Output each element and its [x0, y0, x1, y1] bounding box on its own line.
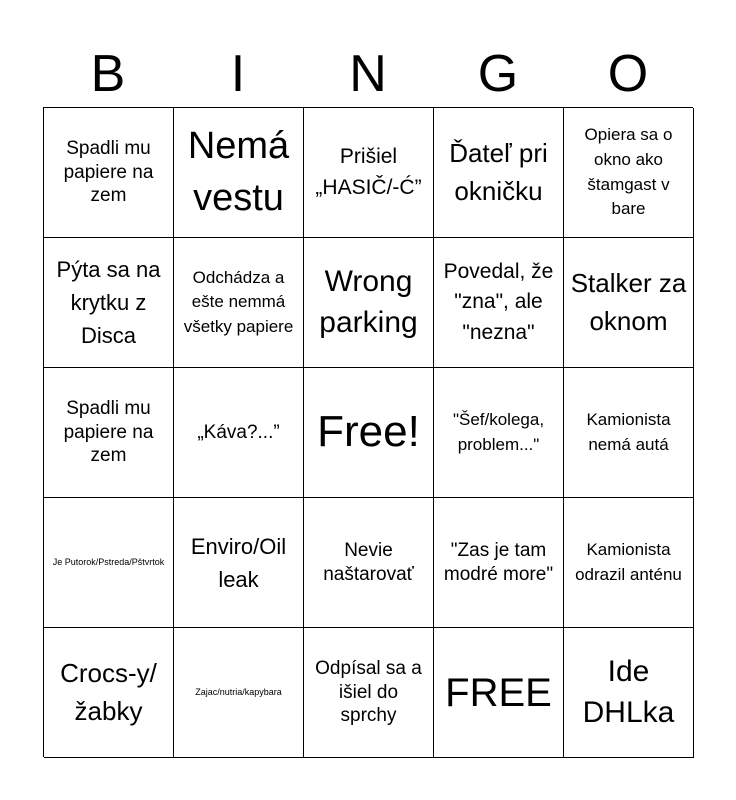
bingo-cell[interactable] [44, 628, 174, 758]
cell-text: Spadli mu papiere na zem [63, 397, 154, 467]
free-space-text: FREE [445, 670, 552, 715]
bingo-board [43, 107, 693, 757]
cell-text: Opiera sa o okno ako štamgast v bare [584, 125, 673, 219]
header-letter-i: I [230, 45, 246, 103]
bingo-cell[interactable] [174, 628, 304, 758]
cell-text: Prišiel „HASIČ/-Ć” [315, 145, 422, 199]
bingo-cell[interactable] [564, 238, 694, 368]
free-space[interactable] [434, 628, 564, 758]
cell-text: Nemá vestu [187, 125, 290, 219]
cell-text: "Šef/kolega, problem..." [452, 409, 545, 454]
bingo-cell[interactable] [564, 108, 694, 238]
cell-text: Kamionista nemá autá [586, 409, 671, 454]
header-letter-b: B [90, 45, 126, 103]
cell-text: Pýta sa na krytku z Disca [56, 257, 161, 348]
bingo-cell[interactable] [564, 628, 694, 758]
cell-text: Enviro/Oil leak [190, 533, 287, 592]
cell-text: Je Putorok/Pstreda/Pštvrtok [52, 557, 165, 568]
cell-text: Nevie naštarovať [323, 539, 414, 585]
cell-text: Kamionista odrazil anténu [575, 539, 682, 584]
cell-text: Ide DHLka [582, 655, 675, 729]
bingo-cell[interactable] [304, 498, 434, 628]
bingo-cell[interactable] [304, 628, 434, 758]
header-letter-n: N [349, 45, 387, 103]
bingo-cell[interactable] [174, 368, 304, 498]
bingo-cell[interactable] [434, 238, 564, 368]
cell-text: Ďateľ pri okničku [449, 137, 548, 206]
cell-text: "Zas je tam modré more" [443, 539, 554, 585]
bingo-cell[interactable] [44, 238, 174, 368]
cell-text: Odpísal sa a išiel do sprchy [315, 657, 422, 727]
bingo-cell[interactable] [564, 498, 694, 628]
bingo-cell[interactable] [434, 498, 564, 628]
bingo-header [43, 40, 693, 108]
bingo-cell[interactable] [44, 108, 174, 238]
cell-text: „Káva?...” [197, 421, 280, 443]
bingo-cell[interactable] [174, 498, 304, 628]
cell-text: Crocs-y/ žabky [60, 657, 157, 726]
bingo-cell[interactable] [174, 238, 304, 368]
cell-text: Zajac/nutria/kapybara [195, 687, 282, 698]
bingo-cell[interactable] [434, 368, 564, 498]
bingo-cell[interactable] [174, 108, 304, 238]
bingo-cell[interactable] [304, 108, 434, 238]
free-space[interactable] [304, 368, 434, 498]
cell-text: Odchádza a ešte nemmá všetky papiere [183, 267, 294, 336]
cell-text: Spadli mu papiere na zem [63, 137, 154, 207]
bingo-cell[interactable] [304, 238, 434, 368]
bingo-cell[interactable] [44, 368, 174, 498]
header-letter-o: O [607, 45, 649, 103]
bingo-cell[interactable] [564, 368, 694, 498]
bingo-cell[interactable] [44, 498, 174, 628]
cell-text: Wrong parking [319, 265, 418, 339]
bingo-cell[interactable] [434, 108, 564, 238]
cell-text: Povedal, že "zna", ale "nezna" [443, 259, 554, 344]
header-letter-g: G [477, 45, 519, 103]
free-space-text: Free! [317, 407, 420, 457]
cell-text: Stalker za oknom [570, 267, 687, 336]
